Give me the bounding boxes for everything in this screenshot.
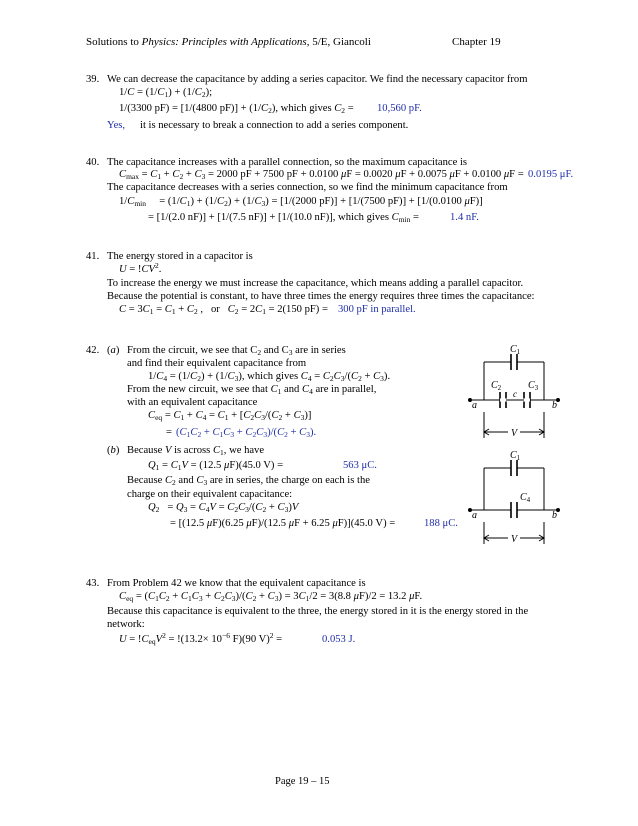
problem-39-yes: Yes, [107, 120, 126, 131]
problem-41-text-2: To increase the energy we must increase the capacitance, which means adding a parallel capacitor. [107, 278, 524, 289]
problem-42a-answer: $(C_1C_2 + C_1C_3 + C_2C_3)/(C_2 + C_3)$. [176, 427, 317, 439]
problem-40-cmax-equation: $C_{max} = C_1 + C_2 + C_3 = 2000$ pF + 7500 pF + 0.0100 μF = 0.0020 μF + 0.0075 μF + 0.0100 μF = [119, 169, 524, 181]
problem-43-answer: 0.053 J. [322, 634, 356, 645]
problem-43-text: From Problem 42 we know that the equivalent capacitance is [107, 578, 366, 589]
label-voltage: V [511, 428, 518, 439]
label-node-a: a [472, 400, 477, 411]
problem-41-text: The energy stored in a capacitor is [107, 251, 253, 262]
problem-42a-equals: = [166, 427, 172, 438]
problem-43-text-3: network: [107, 619, 145, 630]
problem-42-part-a: (a) [107, 345, 120, 356]
problem-41-text-3: Because the potential is constant, to have three times the energy requires three times the capacitance: [107, 291, 535, 302]
label-node-b: b [552, 400, 557, 411]
problem-41-energy-equation: $U = !CV^2$. [119, 261, 162, 275]
label-c1: $C_1$ [510, 344, 521, 356]
problem-40-answer-max: 0.0195 μF. [528, 169, 574, 180]
problem-41-number: 41. [86, 251, 100, 262]
problem-42a-equation-2: $C_{eq} = C_1 + C_4 = C_1 + [C_2C_3/(C_2 + C_3)]$ [148, 410, 312, 422]
problem-42a-line-1: From the circuit, we see that $C_2$ and $C_3$ are in series [127, 345, 346, 357]
label-c1: $C_1$ [510, 450, 521, 462]
problem-42a-line-4: with an equivalent capacitance [127, 397, 258, 408]
problem-42b-answer-1: 563 μC. [343, 460, 377, 471]
header-suffix: , 5/E, Giancoli [306, 36, 371, 48]
book-title: Physics: Principles with Applications [141, 36, 307, 48]
label-node-c: c [513, 389, 517, 399]
circuit-diagram-1 [466, 340, 576, 440]
problem-42b-line-3: charge on their equivalent capacitance: [127, 489, 293, 500]
page-number: Page 19 – 15 [275, 776, 330, 787]
header-prefix: Solutions to [86, 36, 142, 48]
problem-42b-answer-2: 188 μC. [424, 518, 458, 529]
page-header-left [86, 36, 371, 48]
problem-42a-line-2: and find their equivalent capacitance from [127, 358, 307, 369]
problem-39-answer: 10,560 pF. [377, 103, 422, 114]
problem-42b-equation-3: = [(12.5 μF)(6.25 μF)/(12.5 μF + 6.25 μF)](45.0 V) = [170, 518, 396, 529]
problem-40-text-2: The capacitance decreases with a series connection, so we find the minimum capacitance from [107, 182, 508, 193]
problem-42b-equation-2: $Q_2 = Q_3 = C_4V = C_2C_3/(C_2 + C_3)V$ [148, 502, 299, 514]
problem-42-number: 42. [86, 345, 100, 356]
problem-42a-line-3: From the new circuit, we see that $C_1$ and $C_4$ are in parallel, [127, 384, 377, 396]
problem-40-answer-min: 1.4 nF. [450, 212, 479, 223]
problem-41-answer: 300 pF in parallel. [338, 304, 416, 315]
problem-42a-equation-1: $1/C_4 = (1/C_2) + (1/C_3)$, which gives $C_4 = C_2C_3/(C_2 + C_3)$. [148, 371, 391, 383]
problem-42b-line-2: Because $C_2$ and $C_3$ are in series, the charge on each is the [127, 475, 370, 487]
problem-43-equation-2: $U = !C_{eq}V^2 = !(13.2\times 10^{-6}$ F)(90 V)$^2$ = [119, 631, 283, 646]
problem-42b-line-1: Because V is across $C_1$, we have [127, 445, 265, 457]
label-c4: $C_4$ [520, 492, 531, 504]
problem-43-text-2: Because this capacitance is equivalent to the three, the energy stored in it is the energy stored in the [107, 606, 529, 617]
label-node-b: b [552, 510, 557, 521]
label-voltage: V [511, 534, 518, 545]
problem-39-text: We can decrease the capacitance by adding a series capacitor. We find the necessary capacitor from [107, 74, 528, 85]
problem-39-equation-1: $1/C = (1/C_1) + (1/C_2)$; [119, 87, 213, 99]
circuit-diagram-2 [466, 446, 576, 546]
problem-42-part-b: (b) [107, 445, 120, 456]
label-c3: $C_3$ [528, 380, 539, 392]
problem-43-number: 43. [86, 578, 100, 589]
problem-40-cmin-equation: $1/C_{min}$ = $(1/C_1) + (1/C_2) + (1/C_3) = [1/(2000$ pF)] + [1/(7500 pF)] + [1/(0.0100 μF)] [119, 196, 483, 208]
problem-40-number: 40. [86, 157, 100, 168]
problem-39-text-2: it is necessary to break a connection to add a series component. [140, 120, 409, 131]
problem-39-number: 39. [86, 74, 100, 85]
problem-40-text: The capacitance increases with a parallel connection, so the maximum capacitance is [107, 157, 468, 168]
problem-42b-equation-1: $Q_1 = C_1V = (12.5$ μF)(45.0 V) = [148, 460, 284, 472]
problem-40-cmin-equation-2: = [1/(2.0 nF)] + [1/(7.5 nF)] + [1/(10.0 nF)], which gives $C_{min}$ = [148, 212, 419, 224]
label-node-a: a [472, 510, 477, 521]
problem-43-equation-1: $C_{eq} = (C_1C_2 + C_1C_3 + C_2C_3)/(C_2 + C_3) = 3C_1/2 = 3(8.8$ μF)/2 = 13.2 μF. [119, 591, 423, 603]
problem-41-equation: $C = 3C_1 = C_1 + C_2$ , or $C_2 = 2C_1 = 2(150$ pF) = [119, 304, 328, 316]
label-c2: $C_2$ [491, 380, 502, 392]
problem-39-equation-2: 1/(3300 pF) = [1/(4800 $pF)] + (1/C_2)$, which gives $C_2$ = [119, 103, 354, 115]
chapter-label: Chapter 19 [452, 36, 501, 48]
